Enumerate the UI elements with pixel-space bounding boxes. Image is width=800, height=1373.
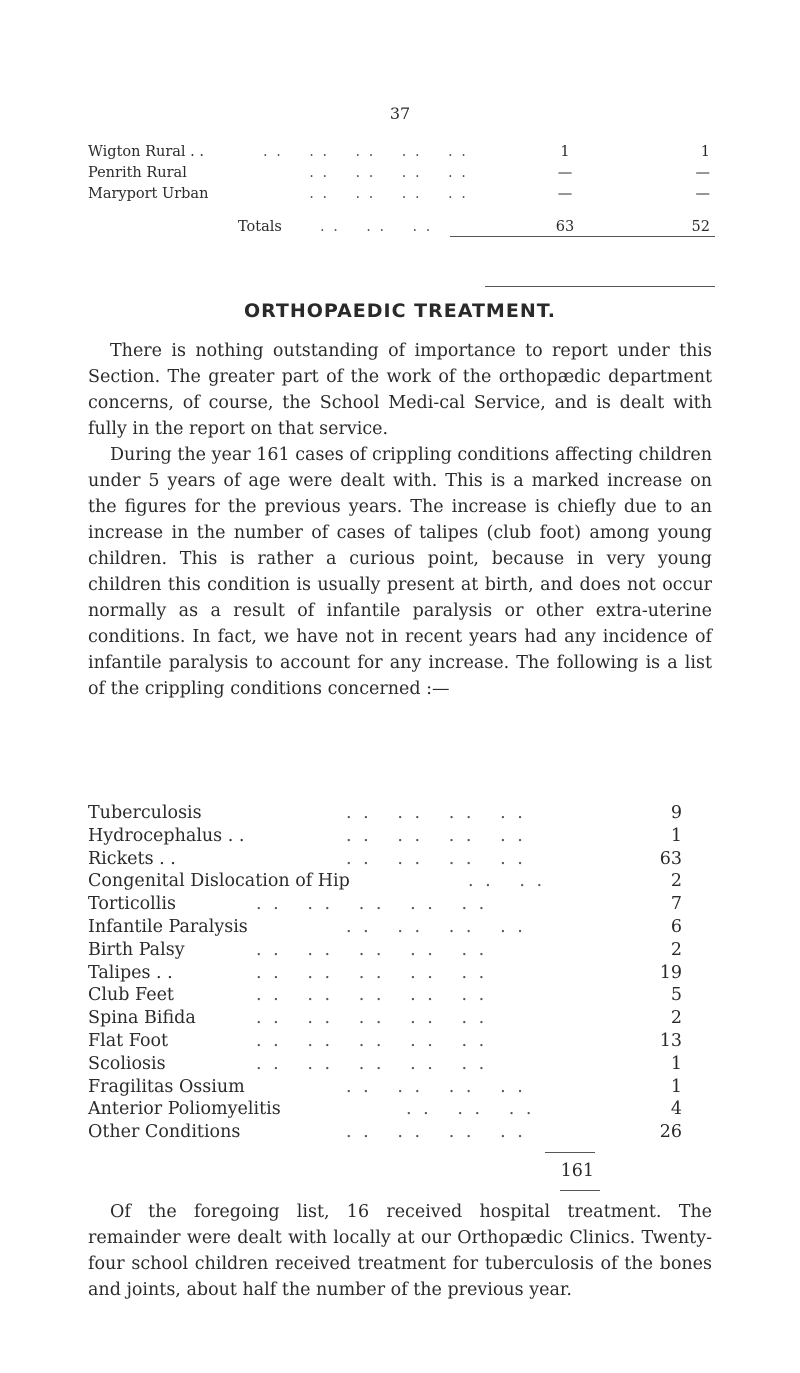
leader-dots: . . . . . . . . . . (256, 939, 488, 960)
condition-count: 26 (659, 1122, 682, 1143)
list-item (88, 825, 712, 848)
paragraph-treatment (88, 1199, 712, 1303)
list-item (88, 893, 712, 916)
totals-label: Totals (238, 219, 282, 235)
condition-name: Torticollis (88, 894, 176, 915)
conditions-list (88, 802, 712, 1144)
table-row (88, 186, 712, 207)
paragraph-text: There is nothing outstanding of importance to report under this Section. The greater part of the work of the orthopædic department concerns, of course, the School Medi-cal Service, and is dealt with fully in the report on that service. (88, 341, 712, 439)
leader-dots: . . . . . . . . (263, 165, 468, 181)
district-name: Wigton Rural . . (88, 144, 204, 160)
condition-count: 13 (659, 1030, 682, 1051)
leader-dots: . . . . . . . . (346, 1122, 526, 1143)
table-rule (485, 286, 715, 287)
conditions-total: 161 (560, 1161, 594, 1181)
district-value-2: 1 (700, 144, 710, 160)
leader-dots: . . . . . . . . . . (256, 894, 488, 915)
district-value-1: — (557, 186, 573, 202)
section-heading: ORTHOPAEDIC TREATMENT. (243, 300, 557, 322)
list-item (88, 1098, 712, 1121)
condition-count: 2 (670, 1008, 682, 1029)
list-item (88, 848, 712, 871)
list-item (88, 1007, 712, 1030)
list-item (88, 984, 712, 1007)
condition-count: 2 (670, 939, 682, 960)
paragraph-intro (88, 338, 712, 442)
leader-dots: . . . . . . . . (346, 1076, 526, 1097)
condition-name: Fragilitas Ossium (88, 1076, 245, 1097)
condition-name: Tuberculosis (88, 803, 202, 823)
district-value-1: 1 (560, 144, 570, 160)
condition-name: Other Conditions (88, 1122, 241, 1143)
leader-dots: . . . . . . . . . . (256, 1053, 488, 1074)
list-item (88, 962, 712, 985)
leader-dots: . . . . . . . . (346, 825, 526, 846)
condition-name: Anterior Poliomyelitis (88, 1099, 281, 1120)
condition-count: 63 (659, 848, 682, 869)
totals-row (88, 219, 712, 243)
list-item (88, 1030, 712, 1053)
condition-name: Congenital Dislocation of Hip (88, 871, 350, 892)
district-value-2: — (695, 165, 710, 181)
leader-dots: . . . . . . (320, 219, 433, 235)
leader-dots: . . . . . . (406, 1099, 535, 1120)
table-row (88, 165, 712, 186)
condition-count: 5 (670, 985, 682, 1006)
condition-name: Infantile Paralysis (88, 916, 248, 937)
list-item (88, 870, 712, 893)
leader-dots: . . . . . . . . (346, 916, 526, 937)
condition-name: Flat Foot (88, 1030, 169, 1051)
leader-dots: . . . . . . . . (346, 848, 526, 869)
condition-count: 19 (659, 962, 682, 983)
leader-dots: . . . . . . . . . . (256, 1030, 488, 1051)
list-item (88, 916, 712, 939)
district-value-1: — (557, 165, 573, 181)
district-value-2: — (695, 186, 710, 202)
totals-value-1: 63 (555, 219, 575, 235)
condition-count: 1 (670, 825, 682, 846)
leader-dots: . . . . (468, 871, 546, 892)
condition-name: Rickets . . (88, 848, 176, 869)
district-name: Maryport Urban (88, 186, 209, 202)
list-item (88, 1053, 712, 1076)
district-name: Penrith Rural (88, 165, 187, 181)
paragraph-cases (88, 442, 712, 702)
condition-count: 1 (670, 1053, 682, 1074)
leader-dots: . . . . . . . . (263, 186, 468, 202)
sum-rule (545, 1152, 595, 1153)
list-item (88, 1076, 712, 1099)
leader-dots: . . . . . . . . . . (263, 144, 468, 160)
district-table (88, 144, 712, 243)
condition-count: 7 (670, 894, 682, 915)
list-item (88, 802, 712, 825)
condition-name: Club Feet (88, 985, 174, 1006)
condition-count: 4 (670, 1099, 682, 1120)
sum-rule (560, 1190, 600, 1191)
totals-value-2: 52 (691, 219, 710, 235)
leader-dots: . . . . . . . . . . (256, 962, 488, 983)
table-rule (450, 236, 715, 237)
leader-dots: . . . . . . . . . . (256, 985, 488, 1006)
page-number: 37 (389, 104, 411, 123)
condition-count: 9 (670, 803, 682, 823)
condition-name: Spina Bifida (88, 1008, 196, 1029)
condition-name: Scoliosis (88, 1053, 166, 1074)
condition-name: Hydrocephalus . . (88, 825, 245, 846)
condition-count: 1 (670, 1076, 682, 1097)
list-item (88, 1121, 712, 1144)
condition-name: Birth Palsy (88, 939, 185, 960)
leader-dots: . . . . . . . . (346, 803, 526, 823)
table-row (88, 144, 712, 165)
condition-name: Talipes . . (88, 962, 173, 983)
paragraph-text: Of the foregoing list, 16 received hospital treatment. The remainder were dealt with locally at our Orthopædic Clinics. Twenty-four school children received treatment for tuberculosis of the bones and joints, about half the number of the previous year. (88, 1202, 712, 1300)
condition-count: 6 (670, 916, 682, 937)
leader-dots: . . . . . . . . . . (256, 1008, 488, 1029)
condition-count: 2 (670, 871, 682, 892)
paragraph-text: During the year 161 cases of crippling conditions affecting children under 5 years of age were dealt with. This is a marked increase on the figures for the previous years. The increase is chiefly due to an increase in the number of cases of talipes (club foot) among young children. This is rather a curious point, because in very young children this condition is usually present at birth, and does not occur normally as a result of infantile paralysis or other extra-uterine conditions. In fact, we have not in recent years had any incidence of infantile paralysis to account for any increase. The following is a list of the crippling conditions concerned :— (88, 445, 712, 699)
list-item (88, 939, 712, 962)
